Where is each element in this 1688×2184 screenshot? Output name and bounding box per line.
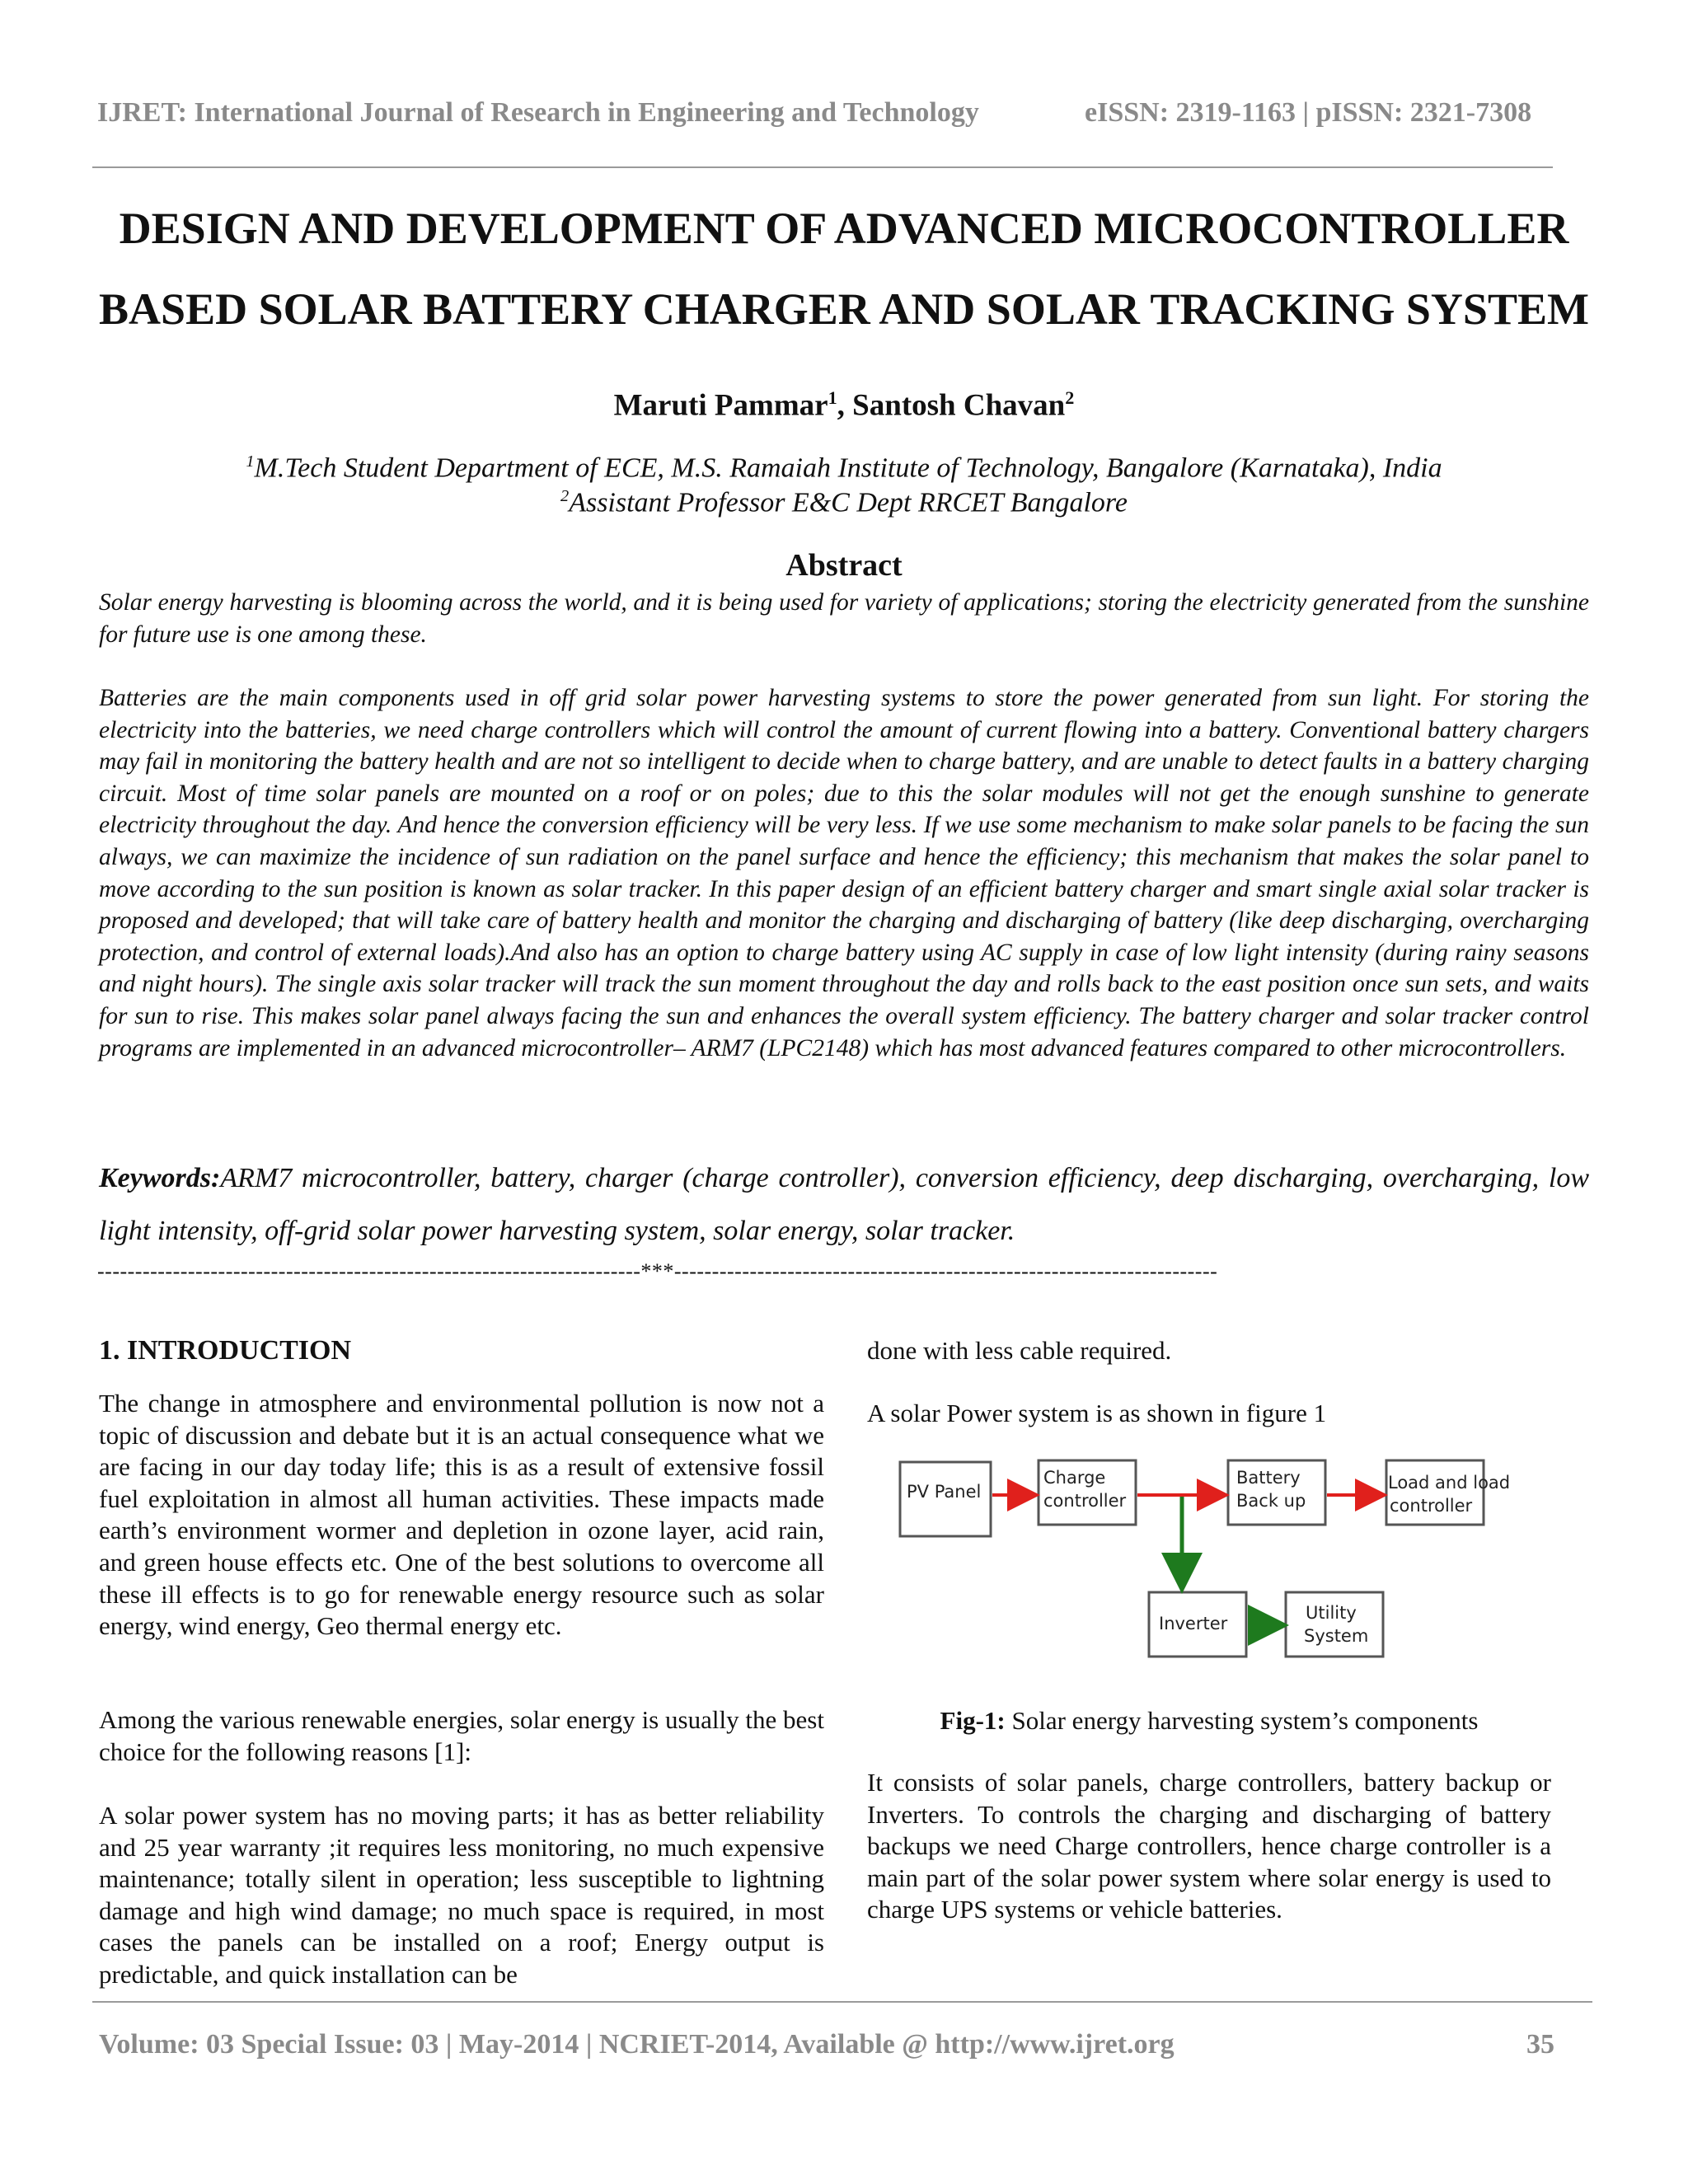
battery-label-2: Back up [1236, 1491, 1306, 1511]
intro-paragraph-2: Among the various renewable energies, solar energy is usually the best choice for the following reasons [1]: [99, 1705, 824, 1766]
footer-rule [92, 2001, 1592, 2003]
affiliation-2-text: Assistant Professor E&C Dept RRCET Bangalore [569, 487, 1128, 518]
right-paragraph-2: It consists of solar panels, charge controllers, battery backup or Inverters. To controls the charging and discharging of battery backups we need Charge controllers, hence charge controller is a main part of the solar power system where solar energy is used to charge UPS systems or vehicle batteries. [867, 1768, 1551, 1924]
author-1-sup: 1 [828, 387, 837, 408]
abstract-heading: Abstract [785, 548, 903, 583]
figure-caption [867, 1706, 1551, 1736]
keywords-text: ARM7 microcontroller, battery, charger (charge controller), conversion efficiency, deep discharging, overcharging, low light intensity, off-grid solar power harvesting system, solar energy, solar tracker. [99, 1163, 1589, 1246]
keywords [99, 1152, 1589, 1258]
header-rule [92, 166, 1553, 168]
utility-label-2: System [1304, 1626, 1369, 1646]
abstract-paragraph-2: Batteries are the main components used in off grid solar power harvesting systems to store the power generated from sun light. For storing the electricity into the batteries, we need charge controllers which will control the amount of current flowing into a battery. Conventional battery chargers may fail in monitoring the battery health and are not so intelligent to decide when to charge battery, and are unable to detect faults in a battery charging circuit. Most of time solar panels are mounted on a roof or on poles; due to this the solar modules will not get the enough sunshine to generate electricity throughout the day. And hence the conversion efficiency will be very less. If we use some mechanism to make solar panels to be facing the sun always, we can maximize the incidence of sun radiation on the panel surface and hence the efficiency; this mechanism that makes the solar panel to move according to the sun position is known as solar tracker. In this paper design of an efficient battery charger and smart single axial solar tracker is proposed and developed; that will take care of battery health and monitor the charging and discharging of battery (like deep discharging, overcharging protection, and control of external loads).And also has an option to charge battery using AC supply in case of low light intensity (during rainy seasons and night hours). The single axis solar tracker will track the sun moment throughout the day and rolls back to the east position once sun sets, and waits for sun to rise. This makes solar panel always facing the sun and enhances the overall system efficiency. The battery charger and solar tracker control programs are implemented in an advanced microcontroller– ARM7 (LPC2148) which has most advanced features compared to other microcontrollers. [99, 685, 1589, 1062]
affiliation-2 [0, 480, 1688, 519]
solar-system-diagram [892, 1444, 1525, 1675]
charge-controller-label-1: Charge [1043, 1468, 1106, 1488]
authors [0, 387, 1688, 423]
pv-panel-label: PV Panel [907, 1482, 982, 1502]
section-separator: ------------------------------------------------------------------------***------------------------------------------------------------------------ [97, 1259, 1218, 1283]
load-label-1: Load and load [1388, 1473, 1511, 1493]
intro-paragraph-3: A solar power system has no moving parts; it has as better reliability and 25 year warranty ;it requires less monitoring, no much expensive maintenance; totally silent in operation; less susceptible to lightning damage and high wind damage; no much space is required, in most cases the panels can be installed on a roof; Energy output is predictable, and quick installation can be [99, 1801, 824, 1989]
right-paragraph-1: A solar Power system is as shown in figure 1 [867, 1399, 1327, 1427]
section-heading-introduction: 1. INTRODUCTION [99, 1335, 352, 1366]
right-paragraph-0: done with less cable required. [867, 1336, 1172, 1365]
battery-label-1: Battery [1236, 1468, 1301, 1488]
author-2: Santosh Chavan [852, 388, 1066, 423]
author-separator: , [837, 388, 853, 423]
abstract-paragraph-1: Solar energy harvesting is blooming across the world, and it is being used for variety of applications; storing the electricity generated from the sunshine for future use is one among these. [99, 589, 1589, 648]
charge-controller-label-2: controller [1043, 1491, 1127, 1511]
paper-title [49, 188, 1639, 349]
title-line-2: BASED SOLAR BATTERY CHARGER AND SOLAR TRACKING SYSTEM [99, 284, 1589, 334]
issn-header: eISSN: 2319-1163 | pISSN: 2321-7308 [1085, 97, 1532, 128]
journal-header: IJRET: International Journal of Research in Engineering and Technology [97, 97, 979, 128]
affiliation-1-sup: 1 [246, 452, 255, 471]
keywords-label: Keywords: [99, 1163, 221, 1193]
title-line-1: DESIGN AND DEVELOPMENT OF ADVANCED MICROCONTROLLER [119, 204, 1569, 253]
footer-volume: Volume: 03 Special Issue: 03 | May-2014 | NCRIET-2014, Available @ http://www.ijret.org [99, 2029, 1175, 2060]
intro-paragraph-1: The change in atmosphere and environmental pollution is now not a topic of discussion and debate but it is an actual consequence what we are facing in our day today life; this is as a result of extensive fossil fuel exploitation in almost all human activities. These impacts made earth’s environment wormer and depletion in ozone layer, acid rain, and green house effects etc. One of the best solutions to overcome all these ill effects is to go for renewable energy resource such as solar energy, wind energy, Geo thermal energy etc. [99, 1389, 824, 1641]
author-2-sup: 2 [1065, 387, 1075, 408]
load-label-2: controller [1390, 1496, 1473, 1516]
utility-label-1: Utility [1306, 1603, 1357, 1623]
inverter-label: Inverter [1159, 1614, 1228, 1633]
page-number: 35 [1526, 2029, 1554, 2060]
caption-text: Solar energy harvesting system’s components [1005, 1706, 1479, 1735]
affiliation-1-text: M.Tech Student Department of ECE, M.S. Ramaiah Institute of Technology, Bangalore (Karnataka), India [254, 452, 1442, 484]
utility-system-box [1286, 1592, 1383, 1657]
caption-label: Fig-1: [940, 1706, 1006, 1735]
author-1: Maruti Pammar [613, 388, 828, 423]
affiliation-2-sup: 2 [560, 487, 570, 505]
